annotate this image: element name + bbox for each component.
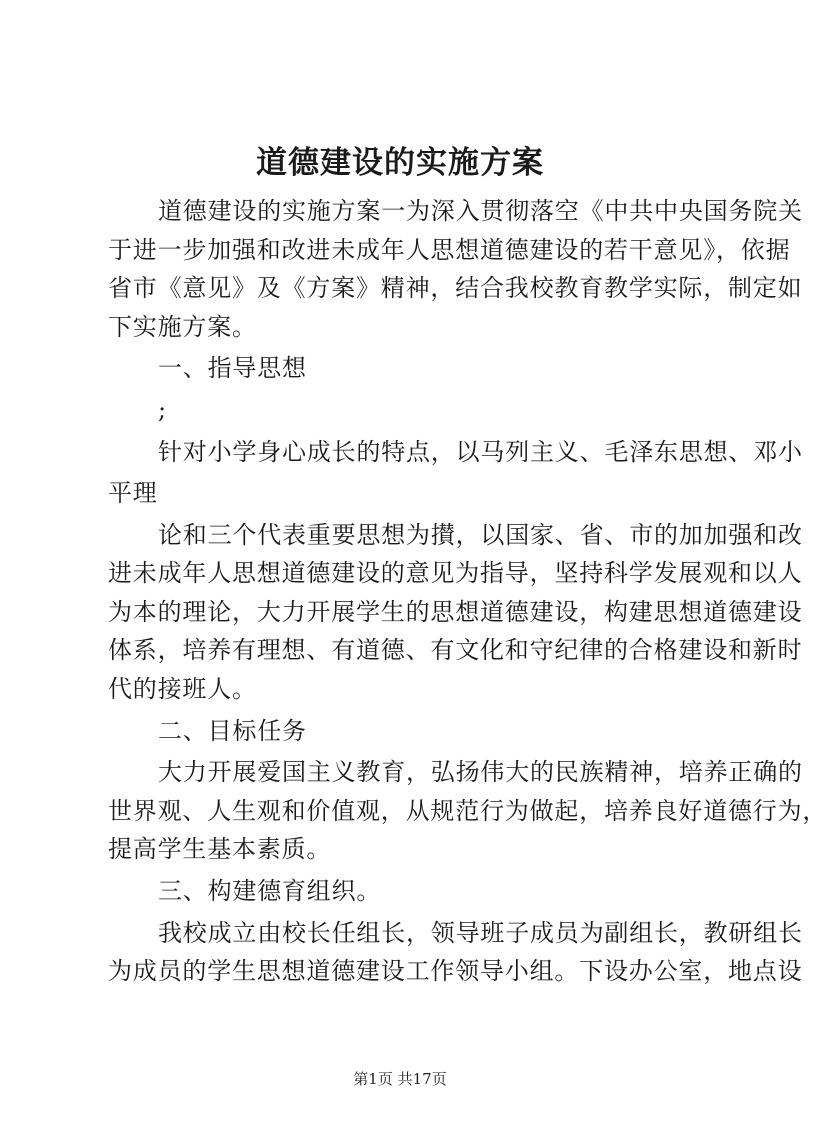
paragraph	[108, 192, 803, 346]
paragraph-line: 二、目标任务	[158, 716, 307, 745]
paragraph-line: 世界观、人生观和价值观，从规范行为做起，培养良好道德行为，	[108, 796, 827, 825]
paragraph-line: 体系，培养有理想、有道德、有文化和守纪律的合格建设和新时	[108, 636, 803, 665]
document-title: 道德建设的实施方案	[256, 145, 544, 181]
paragraph-line: 道德建设的实施方案一为深入贯彻落空《中共中央国务院关	[158, 197, 803, 225]
paragraph-line: 平理	[108, 479, 158, 508]
paragraph	[108, 712, 706, 751]
paragraph	[108, 391, 706, 430]
paragraph	[108, 872, 706, 911]
paragraph-line: 三、构建德育组织。	[158, 877, 382, 905]
page-number-footer: 第1页 共17页	[353, 1070, 447, 1088]
paragraph	[108, 474, 706, 513]
paragraph	[108, 516, 803, 709]
paragraph-line: 省市《意见》及《方案》精神，结合我校教育教学实际，制定如	[108, 274, 803, 302]
paragraph-line: 论和三个代表重要思想为攅，以国家、省、市的加加强和改	[158, 520, 803, 549]
paragraph-line: 代的接班人。	[108, 674, 257, 703]
paragraph-line: 于进一步加强和改进未成年人思想道德建设的若干意见》，依据	[108, 235, 791, 264]
paragraph-line: 一、指导思想	[158, 354, 307, 383]
paragraph	[108, 349, 706, 388]
paragraph-line: 提高学生基本素质。	[108, 835, 332, 864]
paragraph-line: 我校成立由校长任组长，领导班子成员为副组长，教研组长	[158, 918, 803, 947]
paragraph-line: 大力开展爱国主义教育，弘扬伟大的民族精神，培养正确的	[158, 758, 803, 787]
paragraph-line: 为本的理论，大力开展学生的思想道德建设，构建思想道德建设	[108, 597, 803, 626]
paragraph	[108, 433, 803, 472]
paragraph-line: 下实施方案。	[108, 312, 257, 341]
paragraph-line: 进未成年人思想道德建设的意见为指导，坚持科学发展观和以人	[108, 559, 803, 588]
paragraph-line: 针对小学身心成长的特点，以马列主义、毛泽东思想、邓小	[158, 437, 803, 466]
document-body	[108, 192, 827, 994]
paragraph-line: ;	[158, 395, 167, 424]
paragraph	[108, 753, 827, 869]
paragraph-line: 为成员的学生思想道德建设工作领导小组。下设办公室，地点设	[108, 957, 803, 986]
paragraph	[108, 914, 803, 991]
